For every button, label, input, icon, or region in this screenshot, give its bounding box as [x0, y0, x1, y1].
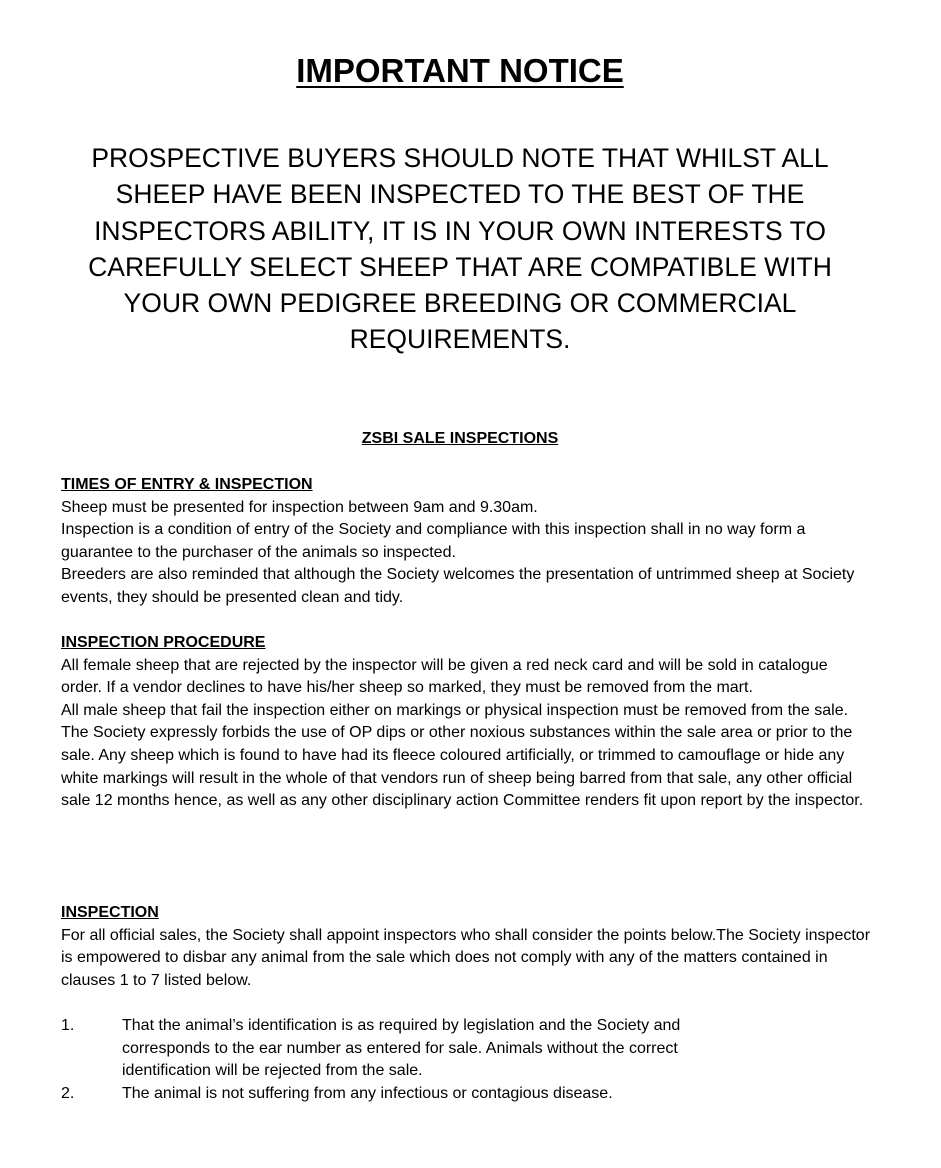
- procedure-paragraph: All female sheep that are rejected by the inspector will be given a red neck card and will be sold in catalogue order. If a vendor declines to have his/her sheep so marked, they must be removed from the mart.: [61, 656, 828, 697]
- clause-number: 1.: [61, 1017, 75, 1034]
- buyer-warning: PROSPECTIVE BUYERS SHOULD NOTE THAT WHILST ALL SHEEP HAVE BEEN INSPECTED TO THE BEST OF THE INSPECTORS ABILITY, IT IS IN YOUR OWN INTERESTS TO CAREFULLY SELECT SHEEP THAT ARE COMPATIBLE WITH YOUR OWN PEDIGREE BREEDING OR COMMERCIAL REQUIREMENTS.: [88, 143, 832, 355]
- times-heading: TIMES OF ENTRY & INSPECTION: [61, 476, 313, 493]
- times-paragraph: Breeders are also reminded that although the Society welcomes the presentation of untrimmed sheep at Society events, they should be presented clean and tidy.: [61, 566, 855, 606]
- clause-text: The animal is not suffering from any infectious or contagious disease.: [122, 1084, 613, 1102]
- inspection-section: [61, 902, 871, 992]
- procedure-heading: INSPECTION PROCEDURE: [61, 634, 266, 651]
- page-title: IMPORTANT NOTICE: [296, 52, 624, 89]
- procedure-paragraph: All male sheep that fail the inspection either on markings or physical inspection must be removed from the sale.: [61, 701, 849, 719]
- list-item: [61, 1015, 741, 1083]
- times-paragraph: Inspection is a condition of entry of the Society and compliance with this inspection shall in no way form a guarantee to the purchaser of the animals so inspected.: [61, 521, 806, 561]
- times-paragraph: Sheep must be presented for inspection between 9am and 9.30am.: [61, 498, 538, 516]
- procedure-section: [61, 632, 871, 813]
- section-title: ZSBI SALE INSPECTIONS: [361, 430, 559, 447]
- list-item: [61, 1083, 741, 1106]
- inspection-paragraph: For all official sales, the Society shall appoint inspectors who shall consider the points below.The Society inspector is empowered to disbar any animal from the sale which does not comply with any of the matters contained in clauses 1 to 7 listed below.: [61, 926, 871, 989]
- clause-text: That the animal’s identification is as required by legislation and the Society and corresponds to the ear number as entered for sale. Animals without the correct identification will be rejected from the sale.: [122, 1017, 681, 1080]
- clause-list: [61, 1015, 741, 1105]
- clause-number: 2.: [61, 1084, 75, 1102]
- times-section: [61, 474, 871, 610]
- inspection-heading: INSPECTION: [61, 904, 159, 921]
- procedure-paragraph: The Society expressly forbids the use of OP dips or other noxious substances within the sale area or prior to the sale. Any sheep which is found to have had its fleece coloured artificially, or trimmed to camouflage or hide any white markings will result in the whole of that vendors run of sheep being barred from that sale, any other official sale 12 months hence, as well as any other disciplinary action Committee renders fit upon report by the inspector.: [61, 724, 864, 810]
